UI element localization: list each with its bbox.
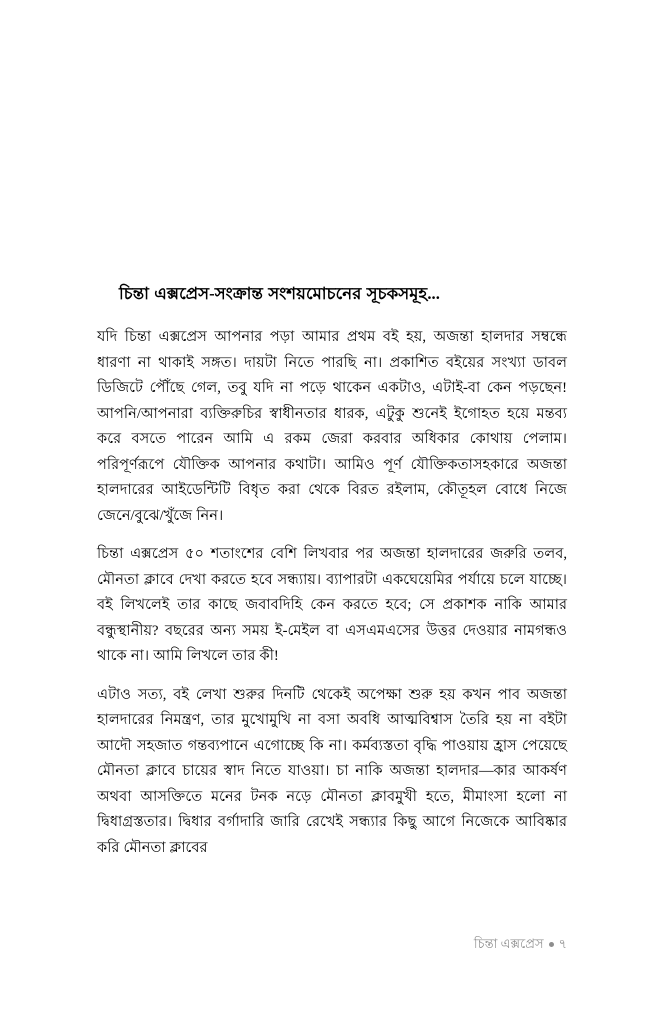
page-content-block bbox=[97, 283, 567, 861]
body-paragraph: এটাও সত্য, বই লেখা শুরুর দিনটি থেকেই অপেক্ষা শুরু হয় কখন পাব অজন্তা হালদারের নিমন্ত্রণ, তার মুখোমুখি না বসা অবধি আত্মবিশ্বাস তৈরি হয় না বইটা আদৌ সহজাত গন্তব্যপানে এগোচ্ছে কি না। কর্মব্যস্ততা বৃদ্ধি পাওয়ায় হ্রাস পেয়েছে মৌনতা ক্লাবে চায়ের স্বাদ নিতে যাওয়া। চা নাকি অজন্তা হালদার—কার আকর্ষণ অথবা আসক্তিতে মনের টনক নড়ে মৌনতা ক্লাবমুখী হতে, মীমাংসা হলো না দ্বিধাগ্রস্ততার। দ্বিধার বর্গাদারি জারি রেখেই সন্ধ্যার কিছু আগে নিজেকে আবিষ্কার করি মৌনতা ক্লাবের bbox=[97, 686, 567, 856]
page-number: ৭ bbox=[558, 936, 567, 951]
footer-book-title: চিন্তা এক্সপ্রেস bbox=[473, 936, 544, 951]
body-paragraph: যদি চিন্তা এক্সপ্রেস আপনার পড়া আমার প্রথম বই হয়, অজন্তা হালদার সম্বন্ধে ধারণা না থাকাই সঙ্গত। দায়টা নিতে পারছি না। প্রকাশিত বইয়ের সংখ্যা ডাবল ডিজিটে পৌঁছে গেল, তবু যদি না পড়ে থাকেন একটাও, এটাই-বা কেন পড়ছেন! আপনি/আপনারা ব্যক্তিরুচির স্বাধীনতার ধারক, এটুকু শুনেই ইগোহত হয়ে মন্তব্য করে বসতে পারেন আমি এ রকম জেরা করবার অধিকার কোথায় পেলাম। পরিপূর্ণরূপে যৌক্তিক আপনার কথাটা। আমিও পূর্ণ যৌক্তিকতাসহকারে অজন্তা হালদারের আইডেন্টিটি বিধৃত করা থেকে বিরত রইলাম, কৌতূহল বোধে নিজে জেনে/বুঝে/খুঁজে নিন। bbox=[97, 329, 567, 524]
chapter-heading: চিন্তা এক্সপ্রেস-সংক্রান্ত সংশয়মোচনের সূচকসমূহ... bbox=[119, 284, 441, 303]
bullet-separator-icon bbox=[549, 942, 554, 947]
page-footer bbox=[97, 936, 567, 953]
body-paragraph: চিন্তা এক্সপ্রেস ৫০ শতাংশের বেশি লিখবার পর অজন্তা হালদারের জরুরি তলব, মৌনতা ক্লাবে দেখা করতে হবে সন্ধ্যায়। ব্যাপারটা একঘেয়েমির পর্যায়ে চলে যাচ্ছে। বই লিখলেই তার কাছে জবাবদিহি কেন করতে হবে; সে প্রকাশক নাকি আমার বন্ধুস্থানীয়? বছরের অন্য সময় ই-মেইল বা এসএমএসের উত্তর দেওয়ার নামগন্ধও থাকে না। আমি লিখলে তার কী! bbox=[97, 546, 567, 665]
